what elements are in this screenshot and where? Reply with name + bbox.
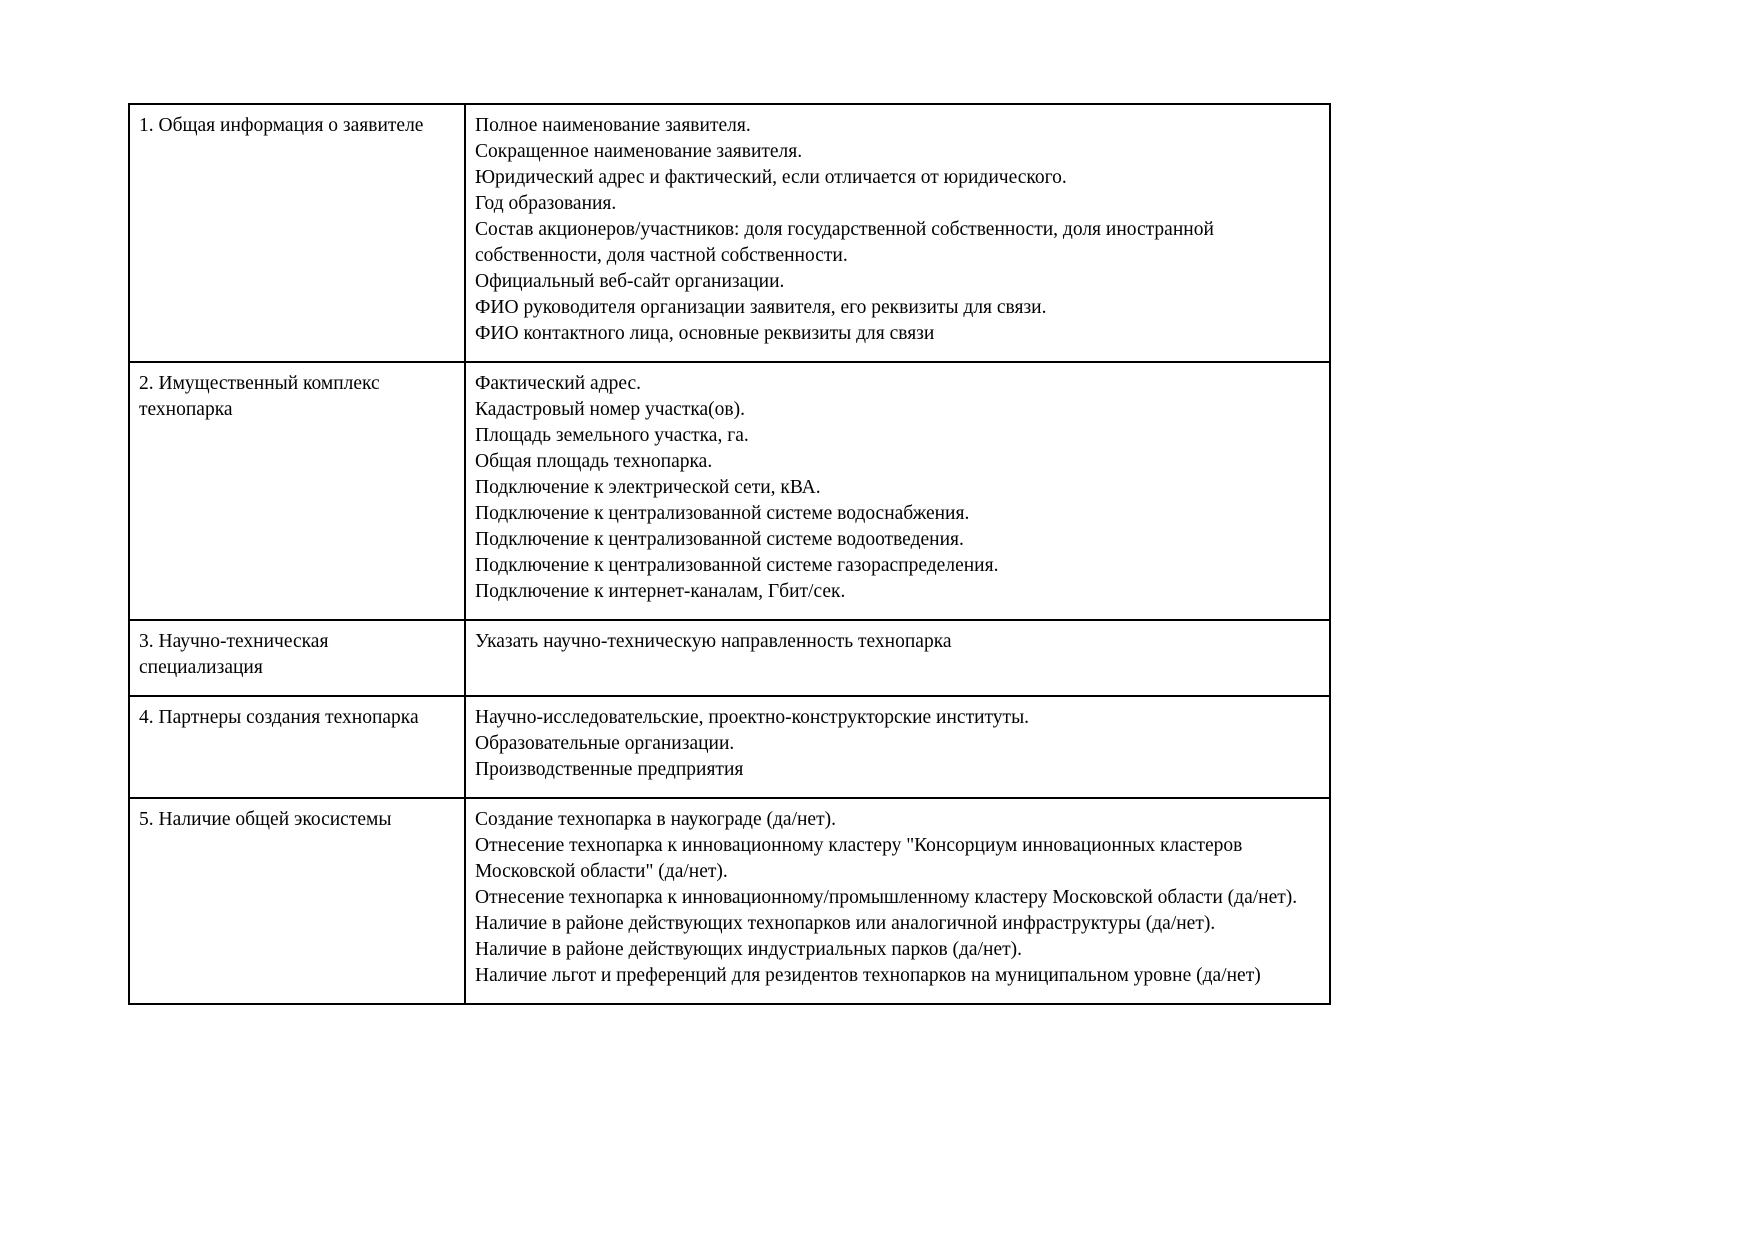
row-label-cell: 3. Научно-техническая специализация [129, 620, 465, 696]
content-line: Подключение к централизованной системе газораспределения. [475, 555, 999, 576]
row-content-cell [465, 696, 1330, 798]
table-row [129, 104, 1330, 362]
content-line: Наличие льгот и преференций для резидентов технопарков на муниципальном уровне (да/нет) [475, 965, 1261, 986]
content-line: Подключение к централизованной системе водоснабжения. [475, 503, 970, 524]
content-line: Наличие в районе действующих технопарков или аналогичной инфраструктуры (да/нет). [475, 913, 1216, 934]
row-label-cell: 5. Наличие общей экосистемы [129, 798, 465, 1004]
content-line: Научно-исследовательские, проектно-конструкторские институты. [475, 707, 1030, 728]
content-line: Общая площадь технопарка. [475, 451, 713, 472]
content-line: Отнесение технопарка к инновационному кластеру "Консорциум инновационных кластеров Московской области" (да/нет). [475, 835, 1243, 882]
content-line: Кадастровый номер участка(ов). [475, 399, 745, 420]
content-line: Полное наименование заявителя. [475, 115, 751, 136]
content-line: Подключение к электрической сети, кВА. [475, 477, 821, 498]
requirements-table [128, 103, 1331, 1005]
content-line: ФИО руководителя организации заявителя, его реквизиты для связи. [475, 297, 1047, 318]
content-line: Образовательные организации. [475, 733, 735, 754]
content-line: Площадь земельного участка, га. [475, 425, 749, 446]
requirements-table-body [129, 104, 1330, 1004]
content-line: Отнесение технопарка к инновационному/промышленному кластеру Московской области (да/нет). [475, 887, 1298, 908]
content-line: Официальный веб-сайт организации. [475, 271, 785, 292]
content-line: ФИО контактного лица, основные реквизиты для связи [475, 323, 935, 344]
content-line: Сокращенное наименование заявителя. [475, 141, 803, 162]
table-row [129, 620, 1330, 696]
content-line: Подключение к интернет-каналам, Гбит/сек. [475, 581, 846, 602]
content-line: Фактический адрес. [475, 373, 642, 394]
table-row [129, 696, 1330, 798]
row-label-cell: 2. Имущественный комплекс технопарка [129, 362, 465, 620]
table-row [129, 362, 1330, 620]
content-line: Юридический адрес и фактический, если отличается от юридического. [475, 167, 1067, 188]
content-line: Создание технопарка в наукограде (да/нет). [475, 809, 836, 830]
row-label-cell: 1. Общая информация о заявителе [129, 104, 465, 362]
content-line: Состав акционеров/участников: доля государственной собственности, доля иностранной собственности, доля частной собственности. [475, 219, 1214, 266]
content-line: Наличие в районе действующих индустриальных парков (да/нет). [475, 939, 1022, 960]
row-content-cell [465, 798, 1330, 1004]
content-line: Год образования. [475, 193, 617, 214]
row-content-cell [465, 104, 1330, 362]
row-content-cell [465, 620, 1330, 696]
content-line: Производственные предприятия [475, 759, 744, 780]
row-content-cell [465, 362, 1330, 620]
row-label-cell: 4. Партнеры создания технопарка [129, 696, 465, 798]
table-row [129, 798, 1330, 1004]
content-line: Указать научно-техническую направленность технопарка [475, 631, 952, 652]
content-line: Подключение к централизованной системе водоотведения. [475, 529, 964, 550]
